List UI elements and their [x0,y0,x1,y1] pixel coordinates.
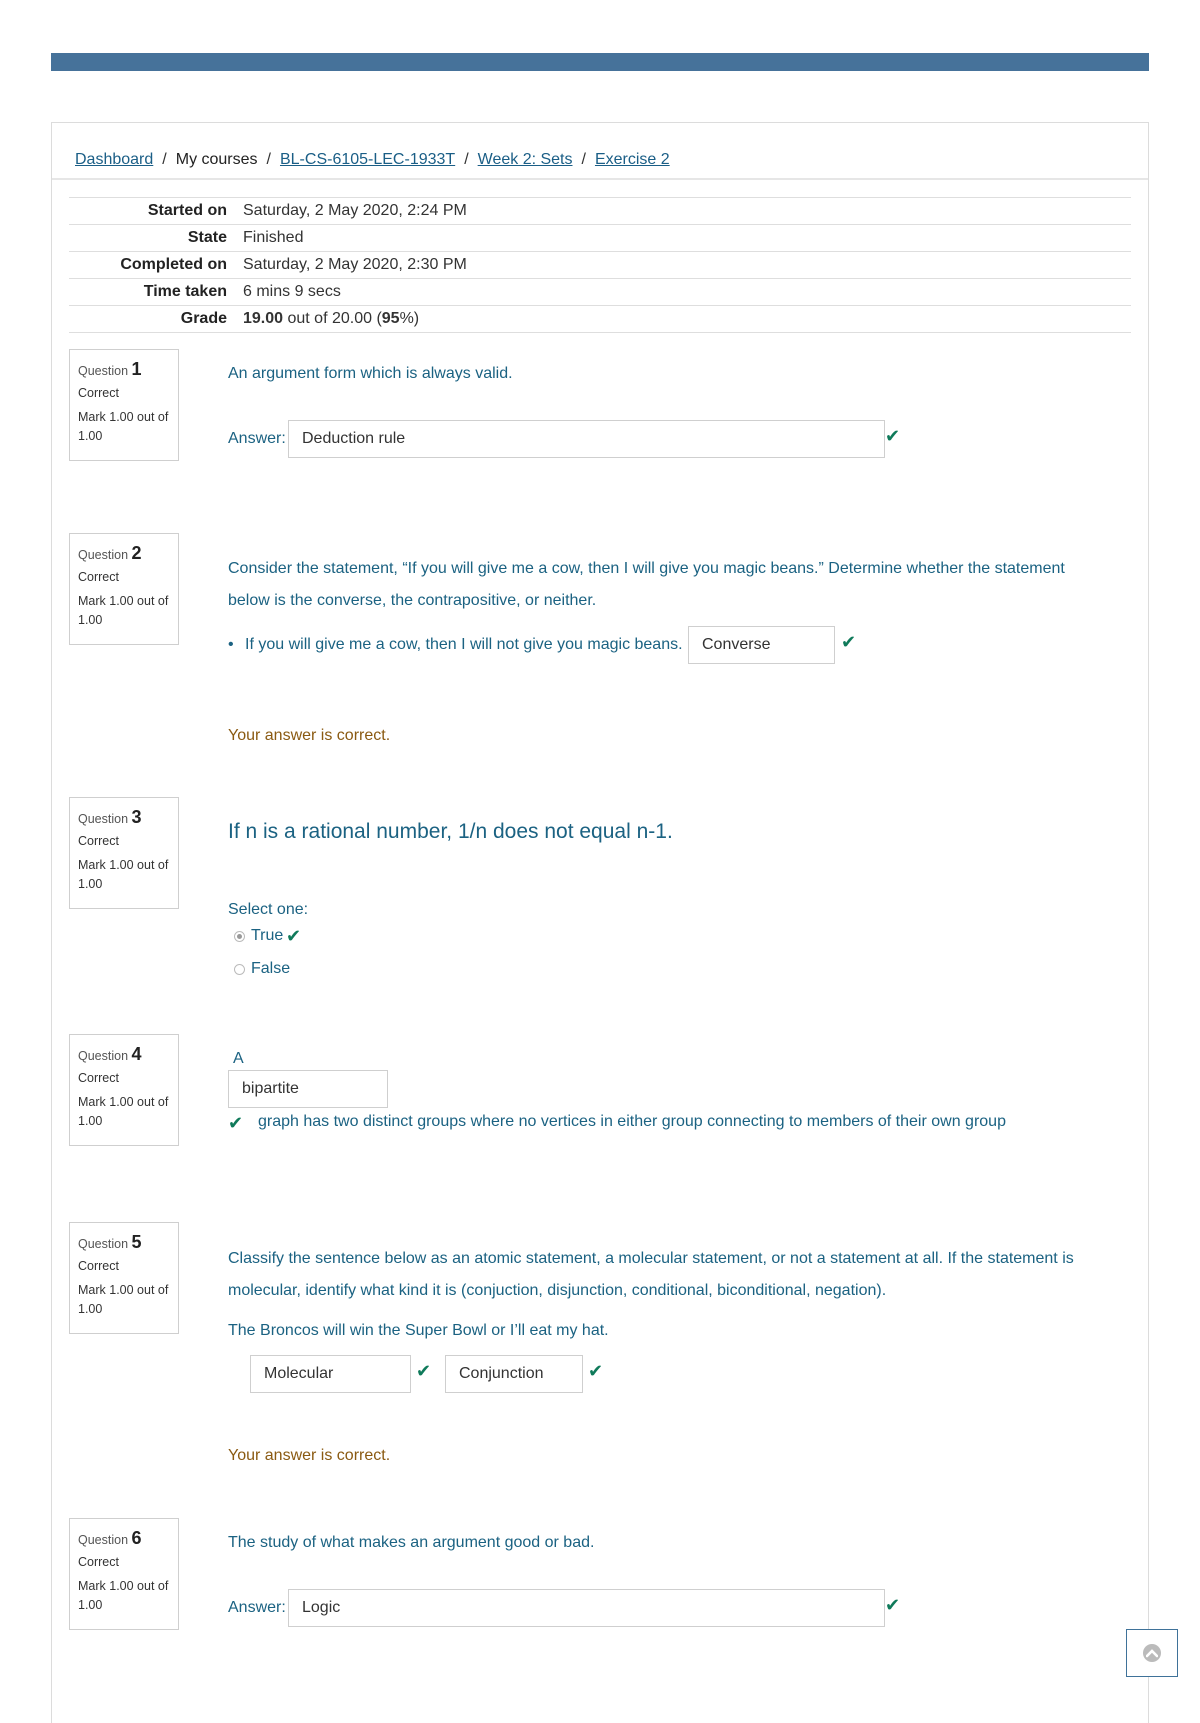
question-4-answer-field[interactable]: bipartite [228,1070,388,1108]
time-taken-value: 6 mins 9 secs [243,283,341,300]
question-num: 5 [131,1232,142,1252]
started-label: Started on [147,202,227,219]
question-number [78,359,178,380]
breadcrumb-separator: / [266,151,271,168]
question-state: Correct [78,386,119,400]
option-true-label[interactable]: True [251,927,284,944]
check-icon: ✔ [841,632,857,652]
breadcrumb-course-link[interactable]: BL-CS-6105-LEC-1933T [279,151,456,168]
question-5-feedback: Your answer is correct. [228,1447,391,1464]
option-false-label[interactable]: False [251,960,291,977]
question-4-prefix: A [233,1050,244,1067]
breadcrumb-my-courses: My courses [175,151,258,168]
question-4-suffix: graph has two distinct groups where no vertices in either group connecting to members of their own group [258,1113,1006,1130]
question-1-text: An argument form which is always valid. [228,365,513,382]
question-label: Question [78,812,129,826]
question-num: 2 [131,543,142,563]
summary-row-grade [69,306,1131,333]
time-taken-label: Time taken [143,283,227,300]
check-icon: ✔ [228,1113,244,1133]
quiz-review-page [51,122,1149,1723]
breadcrumb-week-link[interactable]: Week 2: Sets [477,151,573,168]
question-state: Correct [78,1071,119,1085]
question-2-bullet: • [228,636,234,653]
question-label: Question [78,1237,129,1251]
state-label: State [187,229,227,246]
grade-percent: 95 [381,310,400,327]
question-state: Correct [78,1555,119,1569]
arrow-up-circle-icon [1143,1644,1161,1662]
question-state: Correct [78,570,119,584]
check-icon: ✔ [885,426,901,446]
question-1-answer-field[interactable]: Deduction rule [288,420,885,458]
question-6-text: The study of what makes an argument good or bad. [228,1534,595,1551]
question-label: Question [78,1533,129,1547]
question-state: Correct [78,1259,119,1273]
option-true-radio[interactable] [234,931,245,942]
question-num: 3 [131,807,142,827]
option-false-radio[interactable] [234,964,245,975]
question-label: Question [78,364,129,378]
grade-value [235,306,1131,333]
check-icon: ✔ [588,1361,604,1381]
question-info-6 [69,1518,179,1630]
question-mark: Mark 1.00 out of 1.00 [78,594,169,627]
grade-out-of: out of 20.00 ( [283,310,382,327]
summary-row-started [69,198,1131,225]
breadcrumb-separator: / [581,151,586,168]
breadcrumb-separator: / [464,151,469,168]
question-3-select-label: Select one: [228,901,309,918]
question-1-answer-label: Answer: [228,430,286,447]
question-num: 4 [131,1044,142,1064]
question-2-feedback: Your answer is correct. [228,727,391,744]
back-to-top-button[interactable] [1126,1629,1178,1677]
breadcrumb [75,151,670,169]
question-number [78,1232,178,1253]
question-3-text: If n is a rational number, 1/n does not equal n-1. [228,820,673,843]
question-mark: Mark 1.00 out of 1.00 [78,1579,169,1612]
question-5-kind-select[interactable]: Conjunction [445,1355,583,1393]
question-2-answer-select[interactable]: Converse [688,626,835,664]
attempt-summary-table [69,197,1131,333]
breadcrumb-exercise-link[interactable]: Exercise 2 [594,151,670,168]
started-value: Saturday, 2 May 2020, 2:24 PM [243,202,467,219]
question-info-2 [69,533,179,645]
summary-row-completed [69,252,1131,279]
grade-score: 19.00 [243,310,284,327]
breadcrumb-separator: / [162,151,167,168]
question-info-5 [69,1222,179,1334]
grade-label: Grade [180,310,227,327]
question-5-sentence: The Broncos will win the Super Bowl or I’ll eat my hat. [228,1322,609,1339]
completed-label: Completed on [120,256,227,273]
check-icon: ✔ [286,926,302,946]
question-mark: Mark 1.00 out of 1.00 [78,1095,169,1128]
question-info-1 [69,349,179,461]
question-number [78,807,178,828]
question-label: Question [78,548,129,562]
state-value: Finished [243,229,304,246]
check-icon: ✔ [416,1361,432,1381]
question-5-type-select[interactable]: Molecular [250,1355,411,1393]
question-mark: Mark 1.00 out of 1.00 [78,858,169,891]
question-6-answer-field[interactable]: Logic [288,1589,885,1627]
question-num: 1 [131,359,142,379]
completed-value: Saturday, 2 May 2020, 2:30 PM [243,256,467,273]
breadcrumb-divider [52,178,1148,180]
question-6-answer-label: Answer: [228,1599,286,1616]
question-number [78,1528,178,1549]
breadcrumb-dashboard-link[interactable]: Dashboard [75,151,154,168]
summary-row-time [69,279,1131,306]
summary-row-state [69,225,1131,252]
check-icon: ✔ [885,1595,901,1615]
grade-end: %) [399,310,420,327]
question-2-item: If you will give me a cow, then I will not give you magic beans. [245,636,683,653]
question-2-text: Consider the statement, “If you will give me a cow, then I will give you magic beans.” Determine whether the statement below is the converse, the contrapositive, or neither. [228,560,1065,609]
question-state: Correct [78,834,119,848]
question-number [78,543,178,564]
question-info-3 [69,797,179,909]
question-5-text: Classify the sentence below as an atomic statement, a molecular statement, or not a statement at all. If the statement is molecular, identify what kind it is (conjuction, disjunction, conditional, biconditional, negation). [228,1250,1074,1299]
question-info-4 [69,1034,179,1146]
question-label: Question [78,1049,129,1063]
question-mark: Mark 1.00 out of 1.00 [78,1283,169,1316]
question-number [78,1044,178,1065]
top-header-bar [51,53,1149,71]
question-num: 6 [131,1528,142,1548]
question-mark: Mark 1.00 out of 1.00 [78,410,169,443]
